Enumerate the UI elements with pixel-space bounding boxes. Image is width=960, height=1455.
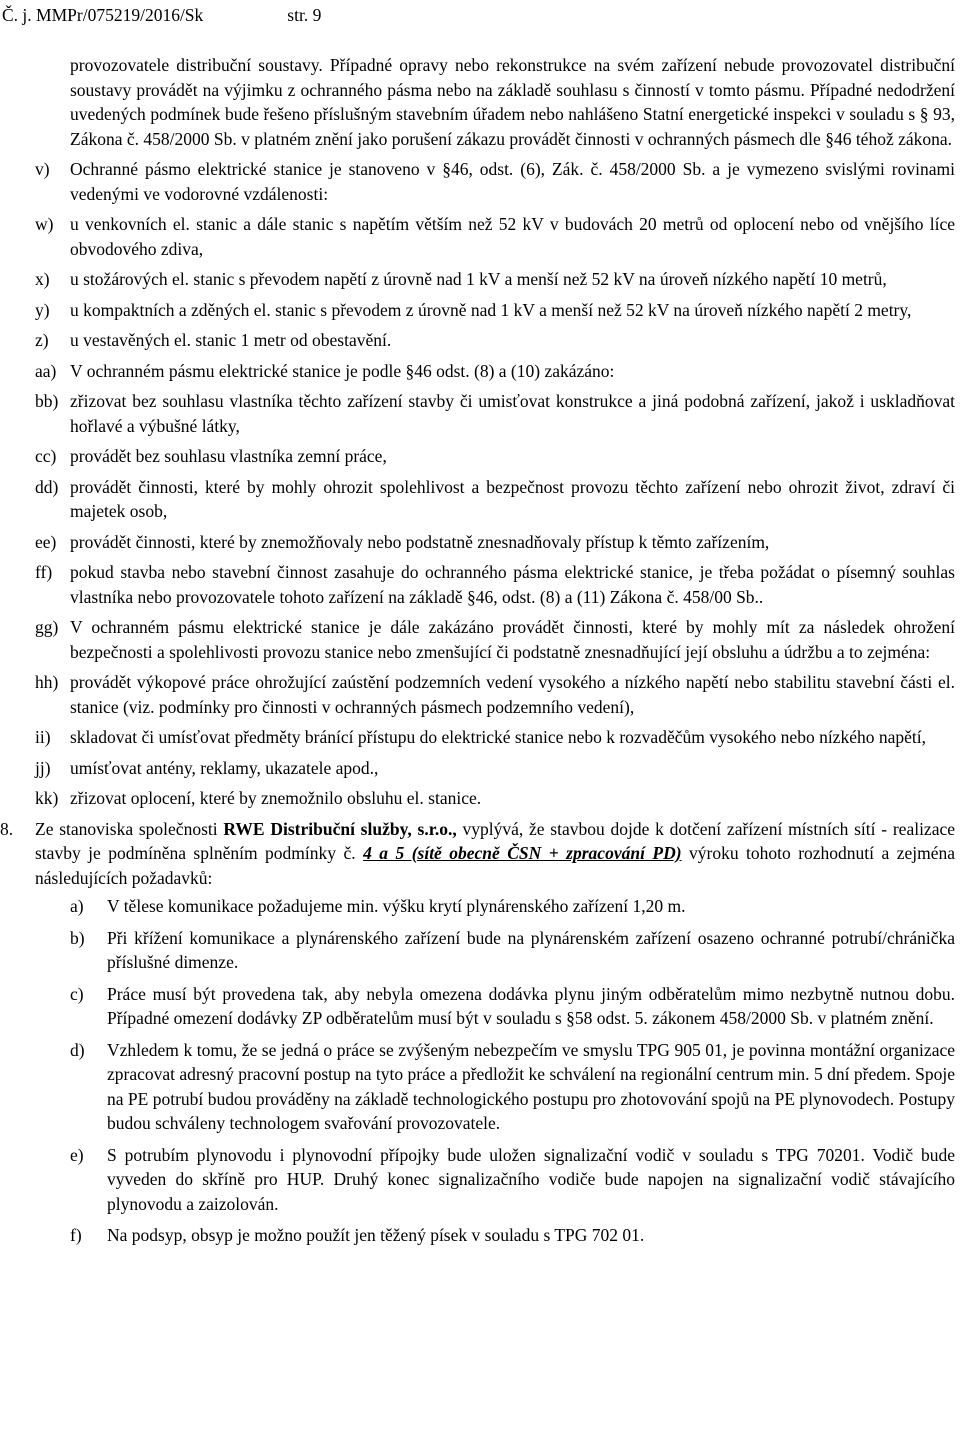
- item-text: umísťovat antény, reklamy, ukazatele apod.,: [70, 757, 379, 778]
- item-label: bb): [35, 391, 59, 411]
- item-label: x): [35, 269, 50, 289]
- item-text: provádět bez souhlasu vlastníka zemní práce,: [70, 446, 387, 466]
- section-text: [35, 817, 955, 891]
- item-label: kk): [35, 788, 59, 808]
- list-item: [35, 328, 955, 353]
- section-intro: Ze stanoviska společnosti: [35, 818, 218, 839]
- requirements-list: [70, 894, 955, 1248]
- item-text: V ochranném pásmu elektrické stanice je dále zakázáno provádět činnosti, které by mohly mít za následek ohrožení bezpečnosti a spolehlivosti provozu stanice nebo zmenšující či podstatně znesnadňující její obsluhu a údržbu a to zejména:: [70, 617, 955, 662]
- document-body: [0, 53, 956, 1255]
- requirement-item: [70, 982, 955, 1031]
- item-text: zřizovat oplocení, které by znemožnilo obsluhu el. stanice.: [70, 788, 482, 808]
- item-text: Práce musí být provedena tak, aby nebyla omezena dodávka plynu jiným odběratelům mimo nezbytně nutnou dobu. Případné omezení dodávky ZP odběratelům musí být v souladu s §58 odst. 5. zákonem 458/2000 Sb. v platném znění.: [107, 983, 955, 1028]
- requirement-item: [70, 926, 955, 975]
- item-label: e): [70, 1144, 84, 1165]
- item-label: ff): [35, 562, 53, 582]
- list-item: [35, 615, 955, 664]
- item-text: u kompaktních a zděných el. stanic s převodem z úrovně nad 1 kV a menší než 52 kV na úroveň nízkého napětí 2 metry,: [70, 299, 912, 320]
- item-text: Při křížení komunikace a plynárenského zařízení bude na plynárenském zařízení osazeno ochranné potrubí/chránička příslušné dimenze.: [107, 927, 955, 972]
- section-number: 8.: [0, 818, 14, 839]
- requirement-item: [70, 1223, 955, 1248]
- conditions-list: [35, 157, 955, 811]
- item-label: hh): [35, 672, 59, 692]
- list-item: [35, 786, 955, 811]
- item-text: skladovat či umísťovat předměty bránící přístupu do elektrické stanice nebo k rozvaděčům vysokého nebo nízkého napětí,: [70, 727, 926, 747]
- section-tail: výroku tohoto rozhodnutí a zejména následujících požadavků:: [35, 843, 955, 888]
- requirement-item: [70, 1143, 955, 1217]
- list-item: [35, 359, 955, 384]
- list-item: [35, 298, 955, 323]
- item-text: provádět výkopové práce ohrožující zaústění podzemních vedení vysokého a nízkého napětí nebo stabilitu stavební části el. stanice (viz. podmínky pro činnosti v ochranných pásmech podzemního vedení),: [70, 672, 955, 717]
- list-item: [35, 267, 955, 292]
- page-number: str. 9: [287, 5, 322, 25]
- requirement-item: [70, 894, 955, 919]
- requirement-item: [70, 1038, 955, 1136]
- page-header: [2, 5, 321, 26]
- continuation-paragraph: provozovatele distribuční soustavy. Případné opravy nebo rekonstrukce na svém zařízení nebude provozovatel distribuční soustavy provádět na výjimku z ochranného pásma nebo na základě souhlasu s činností v tomto pásmu. Případné nedodržení uvedených podmínek bude řešeno příslušným stavebním úřadem nebo nahlášeno Statní energetické inspekci v souladu s § 93, Zákona č. 458/2000 Sb. v platném znění jako porušení zákazu provádět činnosti v ochranných pásmech dle §46 téhož zákona.: [70, 55, 955, 149]
- item-text: u stožárových el. stanic s převodem napětí z úrovně nad 1 kV a menší než 52 kV na úroveň nízkého napětí 10 metrů,: [70, 269, 887, 289]
- document-reference: Č. j. MMPr/075219/2016/Sk: [2, 5, 204, 25]
- item-text: provádět činnosti, které by znemožňovaly nebo podstatně znesnadňovaly přístup k těmto zařízením,: [70, 531, 770, 552]
- company-name: RWE Distribuční služby, s.r.o.,: [223, 818, 457, 839]
- item-label: z): [35, 330, 49, 350]
- item-text: V ochranném pásmu elektrické stanice je podle §46 odst. (8) a (10) zakázáno:: [70, 360, 615, 381]
- item-text: Vzhledem k tomu, že se jedná o práce se zvýšeným nebezpečím ve smyslu TPG 905 01, je povinna montážní organizace zpracovat adresný pracovní postup na tyto práce a předložit ke schválení na regionální centrum min. 5 dní předem. Spoje na PE potrubí budou prováděny na základě technologického postupu pro zhotovování spojů na PE plynovodech. Postupy budou schváleny technologem svařování provozovatele.: [107, 1039, 955, 1133]
- item-label: c): [70, 983, 84, 1004]
- item-text: V tělese komunikace požadujeme min. výšku krytí plynárenského zařízení 1,20 m.: [107, 896, 686, 916]
- item-label: v): [35, 159, 50, 179]
- item-text: Na podsyp, obsyp je možno použít jen těžený písek v souladu s TPG 702 01.: [107, 1225, 645, 1245]
- item-label: jj): [35, 757, 51, 778]
- item-text: Ochranné pásmo elektrické stanice je stanoveno v §46, odst. (6), Zák. č. 458/2000 Sb. a je vymezeno svislými rovinami vedenými ve vodorovné vzdálenosti:: [70, 159, 955, 204]
- list-item: [35, 389, 955, 438]
- section-mid: vyplývá, že stavbou dojde k dotčení zařízení místních sítí - realizace stavby je podmíněna splněním podmínky č.: [35, 818, 956, 863]
- item-text: provádět činnosti, které by mohly ohrozit spolehlivost a bezpečnost provozu těchto zařízení nebo ohrozit život, zdraví či majetek osob,: [70, 476, 955, 521]
- item-text: pokud stavba nebo stavební činnost zasahuje do ochranného pásma elektrické stanice, je třeba požádat o písemný souhlas vlastníka nebo provozovatele tohoto zařízení na základě §46, odst. (8) a (11) Zákona č. 458/00 Sb..: [70, 562, 955, 607]
- list-item: [35, 530, 955, 555]
- list-item: [35, 475, 955, 524]
- item-label: a): [70, 896, 84, 916]
- item-label: w): [35, 214, 54, 234]
- condition-reference: 4 a 5 (sítě obecně ČSN + zpracování PD): [363, 843, 682, 863]
- item-label: b): [70, 927, 85, 948]
- section-8: [0, 817, 955, 891]
- item-text: zřizovat bez souhlasu vlastníka těchto zařízení stavby či umisťovat konstrukce a jiná podobná zařízení, jakož i uskladňovat hořlavé a výbušné látky,: [70, 391, 955, 436]
- item-text: S potrubím plynovodu i plynovodní přípojky bude uložen signalizační vodič v souladu s TPG 70201. Vodič bude vyveden do skříně pro HUP. Druhý konec signalizačního vodiče bude napojen na signalizační vodič stávajícího plynovodu a zaizolován.: [107, 1144, 955, 1214]
- item-label: y): [35, 299, 50, 320]
- list-item: [35, 756, 955, 781]
- list-item: [35, 670, 955, 719]
- item-label: aa): [35, 360, 57, 381]
- list-item: [35, 212, 955, 261]
- item-label: ee): [35, 531, 57, 552]
- list-item: [35, 444, 955, 469]
- item-label: d): [70, 1039, 85, 1060]
- item-label: cc): [35, 446, 57, 466]
- item-label: ii): [35, 727, 51, 747]
- list-item: [35, 157, 955, 206]
- item-text: u venkovních el. stanic a dále stanic s napětím větším než 52 kV v budovách 20 metrů od oplocení nebo od vnějšího líce obvodového zdiva,: [70, 214, 955, 259]
- item-label: dd): [35, 476, 59, 497]
- item-label: f): [70, 1225, 82, 1245]
- item-text: u vestavěných el. stanic 1 metr od obestavění.: [70, 330, 392, 350]
- item-label: gg): [35, 617, 59, 637]
- list-item: [35, 560, 955, 609]
- list-item: [35, 725, 955, 750]
